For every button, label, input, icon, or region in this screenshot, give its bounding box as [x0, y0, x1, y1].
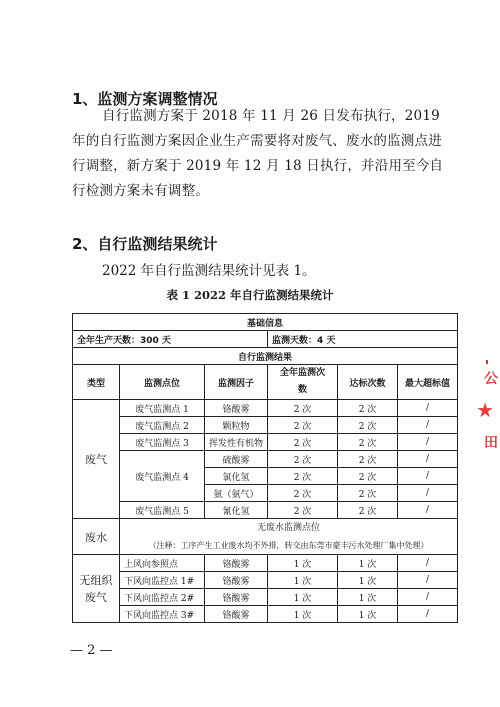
page-number: — 2 — — [70, 643, 113, 658]
cell-factor: 铬酸雾 — [205, 555, 268, 572]
cell-pass: 2 次 — [338, 485, 398, 502]
col-header-count-line2: 数 — [297, 385, 307, 395]
waste-water-note — [120, 519, 458, 555]
col-header-type: 类型 — [73, 365, 120, 400]
category-waste-water: 废水 — [73, 519, 120, 555]
waste-water-line1: 无废水监测点位 — [257, 522, 321, 533]
category-fugitive-gas — [73, 555, 120, 623]
cell-max: / — [398, 502, 458, 519]
cell-point: 下风向监控点 3# — [120, 606, 205, 623]
cell-max: / — [398, 468, 458, 485]
cell-point: 废气监测点 2 — [120, 417, 205, 434]
cell-count: 1 次 — [268, 572, 338, 589]
col-header-pass: 达标次数 — [338, 365, 398, 400]
cell-pass: 2 次 — [338, 502, 398, 519]
col-header-count-line1: 全年监测次 — [279, 368, 325, 378]
cell-factor: 铬酸雾 — [205, 572, 268, 589]
cell-max: / — [398, 606, 458, 623]
cell-factor: 颗粒物 — [205, 417, 268, 434]
waste-water-line2: （注释：工序产生工业废水均不外排，转交由东莞市豪丰污水处理厂集中处理） — [148, 540, 429, 550]
cell-count: 1 次 — [268, 606, 338, 623]
monitoring-days: 监测天数：4 天 — [268, 331, 458, 348]
cell-count: 2 次 — [268, 400, 338, 417]
table-row — [73, 572, 458, 589]
basic-info-header: 基础信息 — [73, 314, 458, 331]
fugitive-line2: 废气 — [85, 590, 107, 604]
cell-pass: 2 次 — [338, 417, 398, 434]
cell-pass: 1 次 — [338, 606, 398, 623]
seal-char-bottom: 田 — [484, 435, 498, 451]
cell-point: 废气监测点 1 — [120, 400, 205, 417]
section2-heading: 2、自行监测结果统计 — [72, 235, 218, 253]
cell-pass: 1 次 — [338, 589, 398, 606]
cell-point: 下风向监控点 2# — [120, 589, 205, 606]
cell-count: 1 次 — [268, 555, 338, 572]
cell-factor: 氯化氢 — [205, 468, 268, 485]
cell-point: 废气监测点 4 — [120, 451, 205, 502]
cell-count: 2 次 — [268, 417, 338, 434]
section1-paragraph: 自行监测方案于 2018 年 11 月 26 日发布执行，2019 年的自行监测方案因企业生产需要将对废气、废水的监测点进行调整，新方案于 2019 年 12 月 18 日执行，并沿用至今自行检测方案未有调整。 — [72, 108, 444, 199]
cell-count: 1 次 — [268, 589, 338, 606]
table-row — [73, 519, 458, 555]
col-header-point: 监测点位 — [120, 365, 205, 400]
cell-pass: 2 次 — [338, 434, 398, 451]
section2-paragraph: 2022 年自行监测结果统计见表 1。 — [102, 263, 316, 279]
cell-factor: 挥发性有机物 — [205, 434, 268, 451]
table-row — [73, 434, 458, 451]
seal-char-top: 公 — [484, 371, 498, 387]
table-row — [73, 555, 458, 572]
table-caption: 表 1 2022 年自行监测结果统计 — [166, 288, 334, 302]
production-days: 全年生产天数：300 天 — [73, 331, 268, 348]
monitoring-results-table — [72, 313, 458, 623]
cell-count: 2 次 — [268, 434, 338, 451]
cell-max: / — [398, 417, 458, 434]
cell-factor: 氨（氨气） — [205, 485, 268, 502]
cell-pass: 1 次 — [338, 572, 398, 589]
company-seal-fragment — [470, 360, 500, 480]
cell-count: 2 次 — [268, 485, 338, 502]
cell-max: / — [398, 572, 458, 589]
cell-factor: 硫酸雾 — [205, 451, 268, 468]
cell-point: 废气监测点 5 — [120, 502, 205, 519]
table-row — [73, 417, 458, 434]
cell-max: / — [398, 589, 458, 606]
cell-max: / — [398, 451, 458, 468]
cell-point: 废气监测点 3 — [120, 434, 205, 451]
cell-point: 下风向监控点 1# — [120, 572, 205, 589]
cell-factor: 铬酸雾 — [205, 589, 268, 606]
cell-count: 2 次 — [268, 451, 338, 468]
col-header-max: 最大超标值 — [398, 365, 458, 400]
fugitive-line1: 无组织 — [79, 573, 113, 587]
cell-factor: 氰化氢 — [205, 502, 268, 519]
seal-star-icon: ★ — [476, 398, 494, 422]
cell-pass: 2 次 — [338, 400, 398, 417]
cell-count: 2 次 — [268, 468, 338, 485]
table-row — [73, 589, 458, 606]
table-row — [73, 451, 458, 468]
cell-count: 2 次 — [268, 502, 338, 519]
col-header-factor: 监测因子 — [205, 365, 268, 400]
cell-max: / — [398, 485, 458, 502]
table-row — [73, 606, 458, 623]
section1-heading: 1、监测方案调整情况 — [72, 90, 218, 108]
col-header-count — [268, 365, 338, 400]
cell-pass: 2 次 — [338, 468, 398, 485]
cell-max: / — [398, 434, 458, 451]
table-row — [73, 400, 458, 417]
cell-pass: 2 次 — [338, 451, 398, 468]
cell-factor: 铬酸雾 — [205, 400, 268, 417]
seal-edge — [486, 360, 488, 364]
cell-factor: 铬酸雾 — [205, 606, 268, 623]
results-header: 自行监测结果 — [73, 348, 458, 365]
cell-pass: 1 次 — [338, 555, 398, 572]
category-waste-gas: 废气 — [73, 400, 120, 519]
cell-point: 上风向参照点 — [120, 555, 205, 572]
table-row — [73, 502, 458, 519]
cell-max: / — [398, 400, 458, 417]
cell-max: / — [398, 555, 458, 572]
